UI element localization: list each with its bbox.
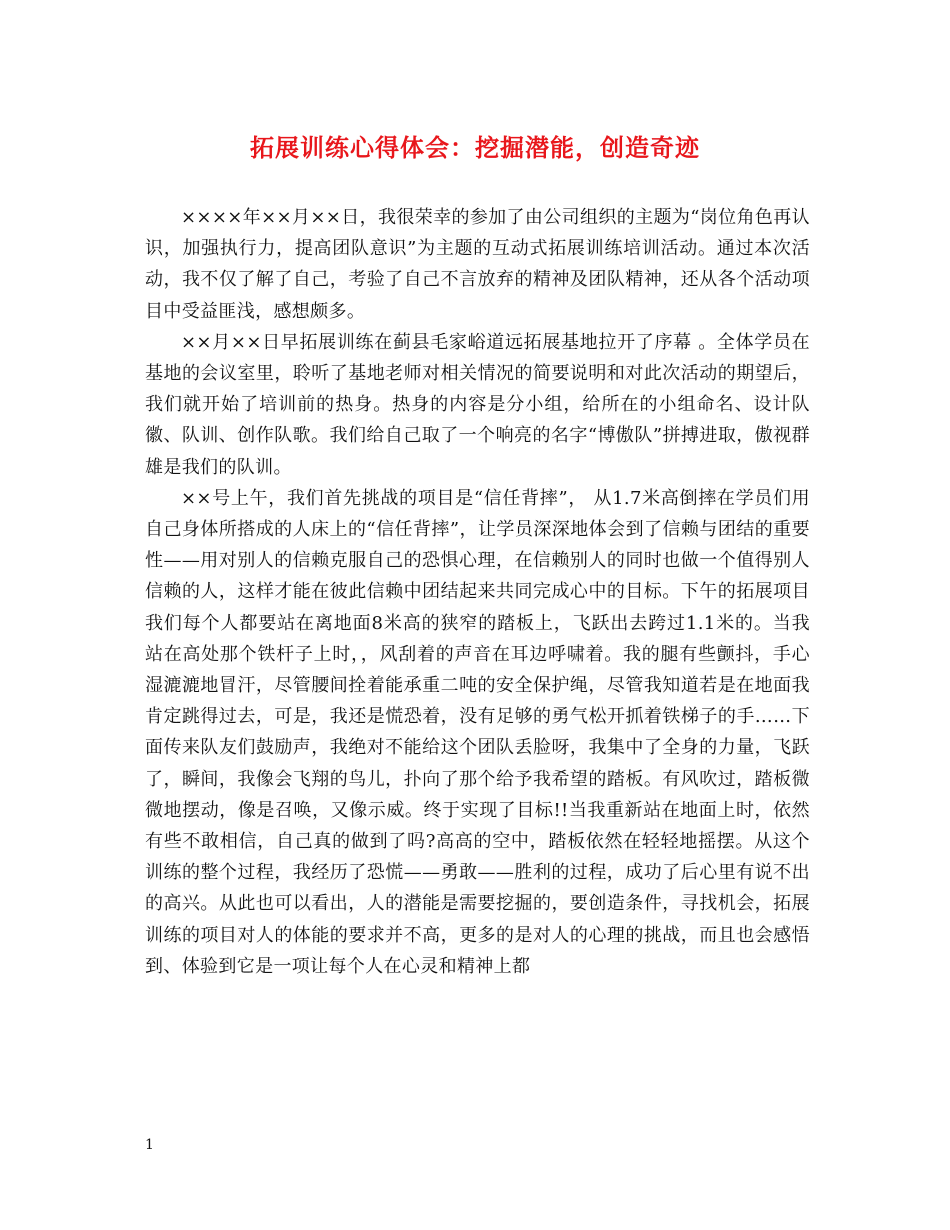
paragraph-1: ××××年××月××日，我很荣幸的参加了由公司组织的主题为“岗位角色再认识，加强执行力，提高团队意识”为主题的互动式拓展训练培训活动。通过本次活动，我不仅了解了自己，考验了自己不言放弃的精神及团队精神，还从各个活动项目中受益匪浅，感想颇多。 — [145, 207, 810, 322]
page-title: 拓展训练心得体会：挖掘潜能，创造奇迹 — [250, 133, 700, 162]
document-body — [145, 202, 810, 982]
paragraph-3: ××号上午，我们首先挑战的项目是“信任背摔”， 从1.7米高倒摔在学员们用自己身体所搭成的人床上的“信任背摔”，让学员深深地体会到了信赖与团结的重要性——用对别人的信赖克服自己的恐惧心理，在信赖别人的同时也做一个值得别人信赖的人，这样才能在彼此信赖中团结起来共同完成心中的目标。下午的拓展项目我们每个人都要站在离地面8米高的狭窄的踏板上，飞跃出去跨过1.1米的。当我站在高处那个铁杆子上时，，风刮着的声音在耳边呼啸着。我的腿有些颤抖，手心湿漉漉地冒汗，尽管腰间拴着能承重二吨的安全保护绳，尽管我知道若是在地面我肯定跳得过去，可是，我还是慌恐着，没有足够的勇气松开抓着铁梯子的手……下面传来队友们鼓励声，我绝对不能给这个团队丢脸呀，我集中了全身的力量，飞跃了，瞬间，我像会飞翔的鸟儿，扑向了那个给予我希望的踏板。有风吹过，踏板微微地摆动，像是召唤，又像示威。终于实现了目标!!当我重新站在地面上时，依然有些不敢相信，自己真的做到了吗?高高的空中，踏板依然在轻轻地摇摆。从这个训练的整个过程，我经历了恐慌——勇敢——胜利的过程，成功了后心里有说不出的高兴。从此也可以看出，人的潜能是需要挖掘的，要创造条件，寻找机会，拓展训练的项目对人的体能的要求并不高，更多的是对人的心理的挑战，而且也会感悟到、体验到它是一项让每个人在心灵和精神上都 — [145, 487, 810, 977]
paragraph-2: ××月××日早拓展训练在蓟县毛家峪道远拓展基地拉开了序幕 。全体学员在基地的会议室里，聆听了基地老师对相关情况的简要说明和对此次活动的期望后，我们就开始了培训前的热身。热身的内容是分小组，给所在的小组命名、设计队徽、队训、创作队歌。我们给自己取了一个响亮的名字“博傲队”拼搏进取，傲视群雄是我们的队训。 — [145, 331, 810, 478]
page-number: 1 — [145, 1137, 154, 1153]
